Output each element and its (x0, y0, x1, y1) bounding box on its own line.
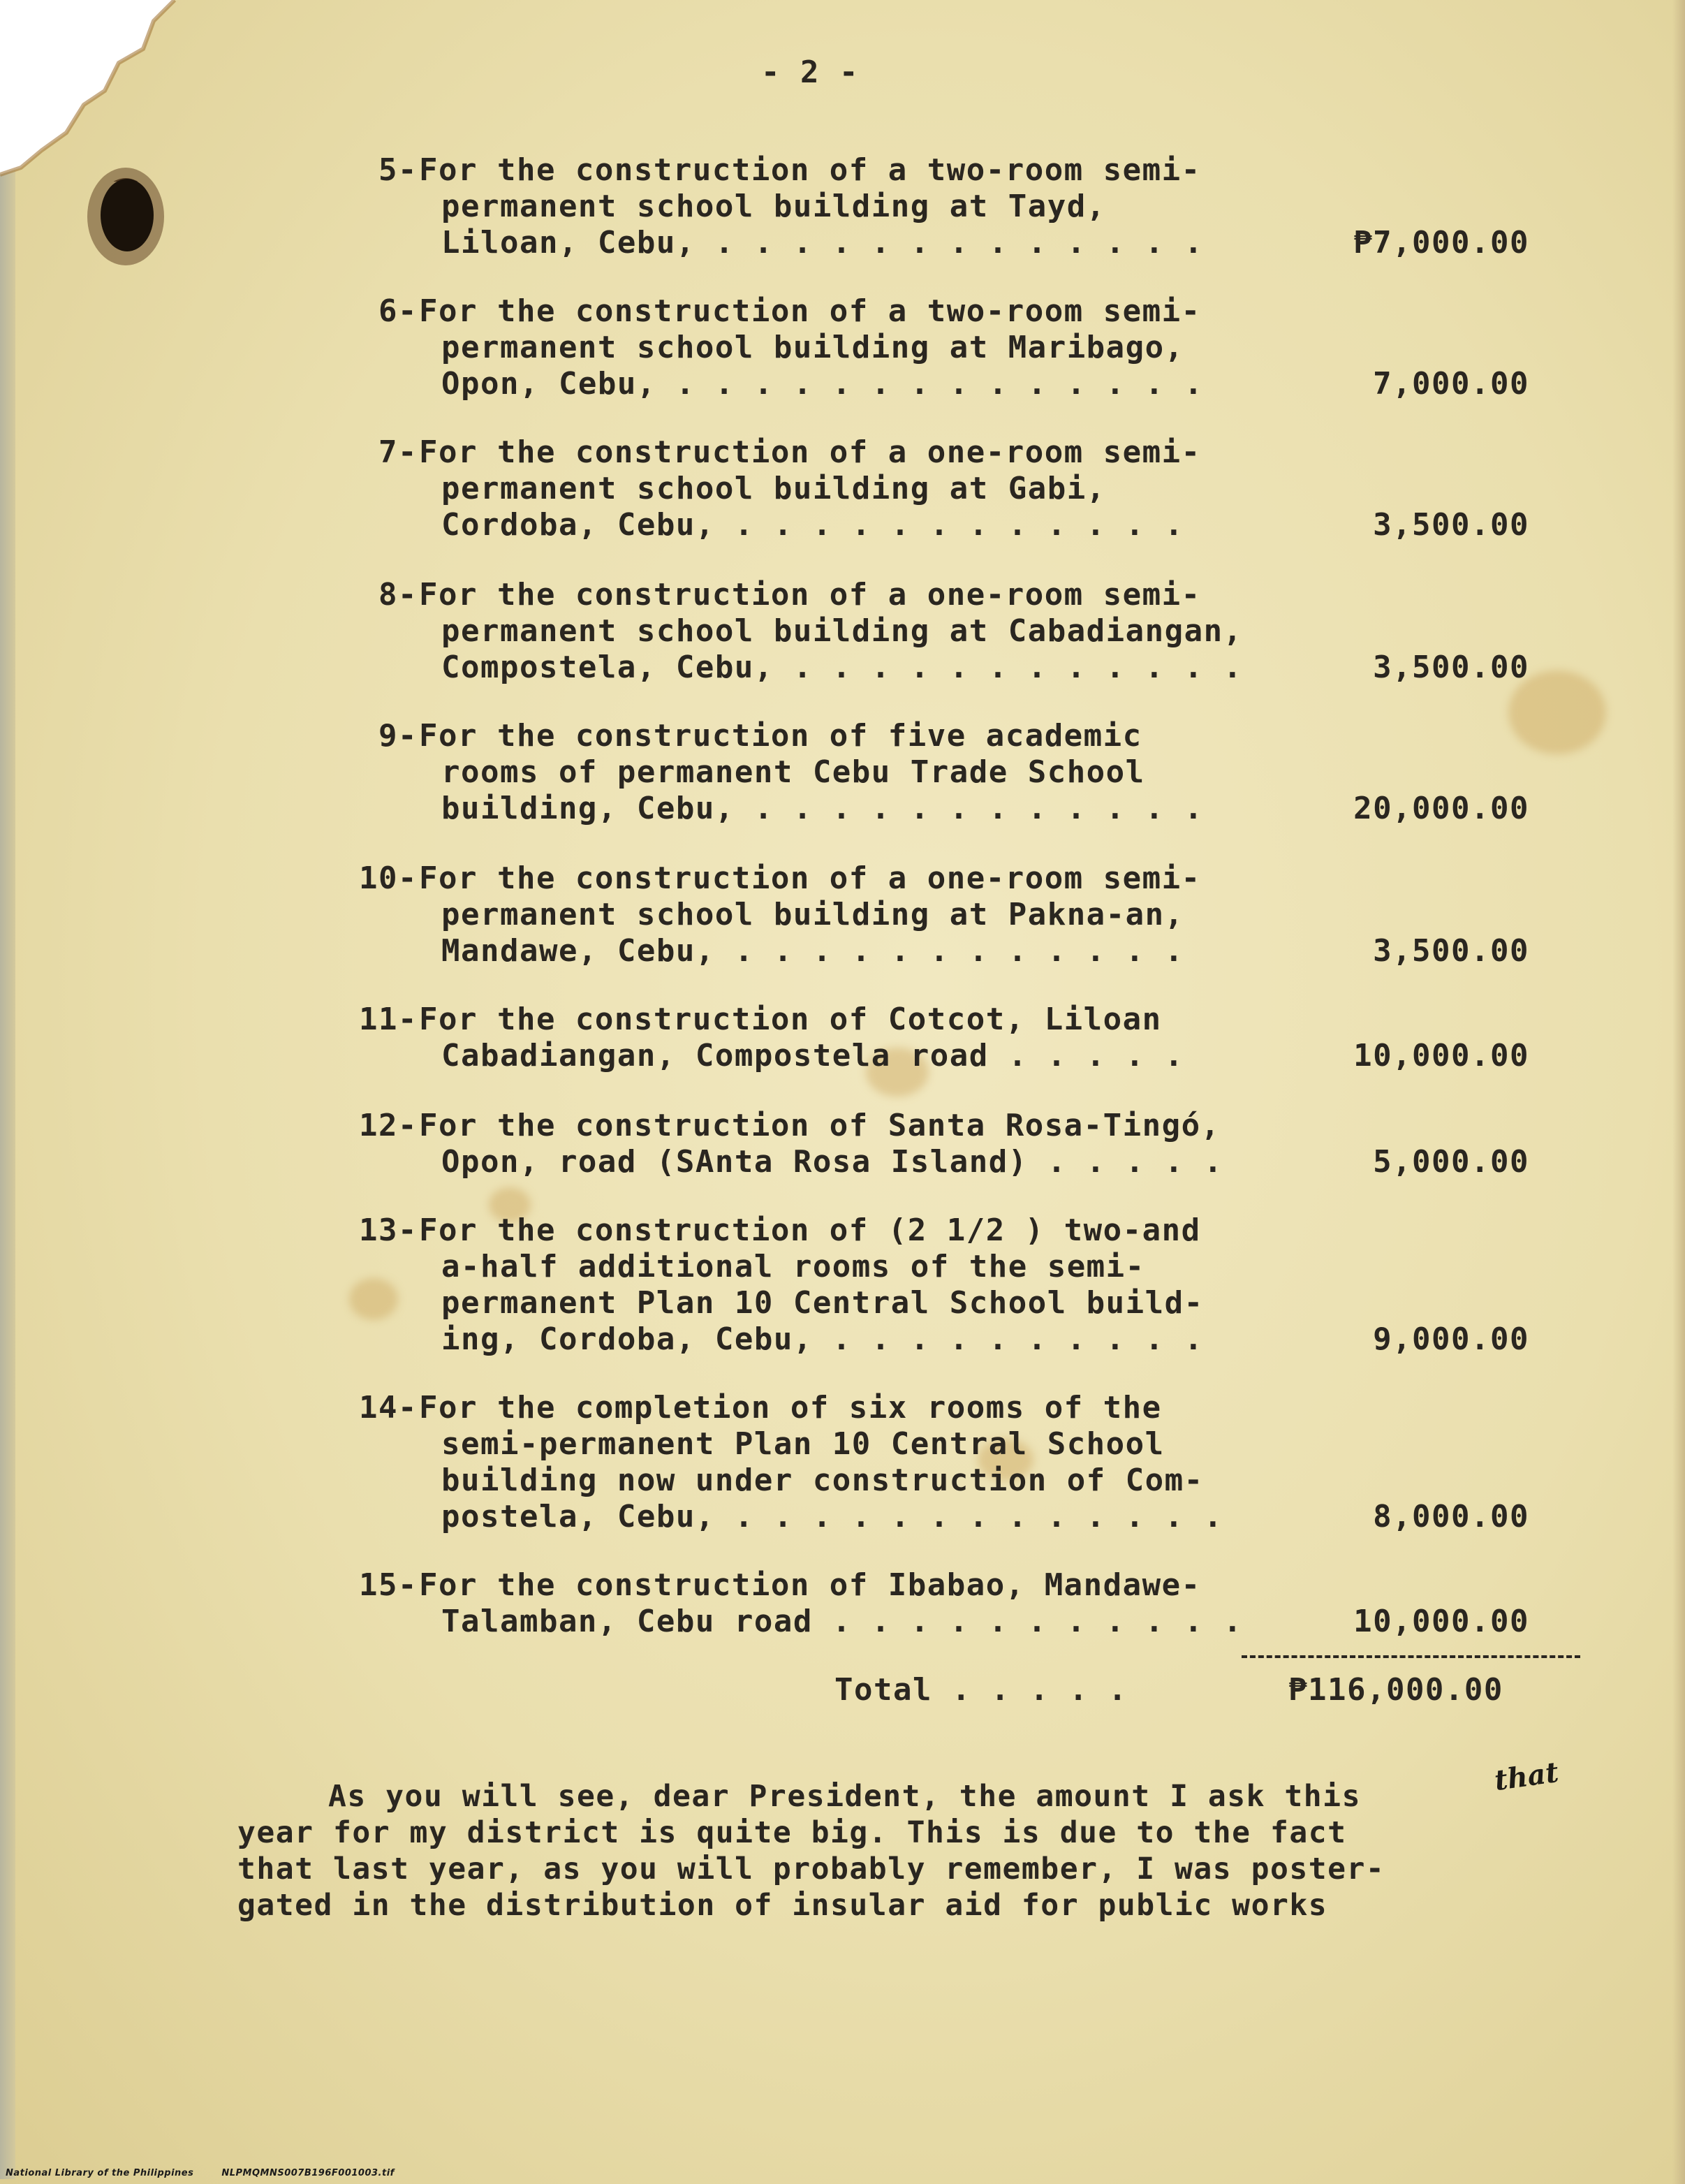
list-item (328, 1002, 1529, 1074)
page-edge-right (1672, 0, 1685, 2184)
list-item (328, 718, 1529, 827)
item-description-line: Opon, road (SAnta Rosa Island) . . . . . (441, 1144, 1223, 1180)
list-item (328, 152, 1529, 261)
list-item (328, 860, 1529, 969)
item-number: 11- (359, 1002, 418, 1037)
item-description-line: Compostela, Cebu, . . . . . . . . . . . . (441, 650, 1243, 685)
item-description-line: rooms of permanent Cebu Trade School (441, 754, 1145, 790)
item-number: 8- (378, 577, 418, 613)
item-description-line: Mandawe, Cebu, . . . . . . . . . . . . (441, 933, 1184, 969)
item-amount: 7,000.00 (1373, 366, 1529, 402)
list-item (328, 577, 1529, 686)
item-number: 6- (378, 293, 418, 329)
paragraph-line: gated in the distribution of insular aid for public works (237, 1888, 1328, 1923)
item-description-line: Talamban, Cebu road . . . . . . . . . . . (441, 1604, 1243, 1639)
item-amount: 10,000.00 (1353, 1038, 1529, 1073)
handwritten-note: that (1492, 1755, 1561, 1798)
item-amount: 9,000.00 (1373, 1321, 1529, 1357)
item-amount: 8,000.00 (1373, 1499, 1529, 1534)
item-description-line: For the construction of (2 1/2 ) two-and (419, 1212, 1201, 1248)
item-amount: 3,500.00 (1373, 650, 1529, 685)
item-number: 15- (359, 1567, 418, 1603)
page-number: - 2 - (761, 54, 859, 90)
item-description-line: semi-permanent Plan 10 Central School (441, 1426, 1165, 1462)
item-description-line: For the construction of Ibabao, Mandawe- (419, 1567, 1201, 1603)
item-description-line: For the construction of Santa Rosa-Tingó, (419, 1108, 1221, 1143)
item-amount: 3,500.00 (1373, 933, 1529, 969)
item-description-line: For the construction of a two-room semi- (419, 152, 1201, 188)
item-number: 13- (359, 1212, 418, 1248)
scan-footer (6, 2168, 422, 2178)
paragraph-line: that last year, as you will probably remember, I was poster- (237, 1852, 1385, 1886)
item-description-line: For the completion of six rooms of the (419, 1390, 1162, 1426)
item-description-line: postela, Cebu, . . . . . . . . . . . . . (441, 1499, 1223, 1534)
list-item (328, 1390, 1529, 1535)
list-item (328, 1567, 1529, 1640)
torn-corner-damage (0, 0, 251, 182)
item-number: 7- (378, 434, 418, 470)
item-description-line: For the construction of Cotcot, Liloan (419, 1002, 1162, 1037)
item-number: 10- (359, 860, 418, 896)
footer-file: NLPMQMNS007B196F001003.tif (221, 2168, 395, 2178)
paragraph-line: As you will see, dear President, the amount I ask this (328, 1779, 1361, 1814)
list-item (328, 434, 1529, 543)
total-rule (1242, 1655, 1580, 1658)
item-amount: ₱7,000.00 (1353, 225, 1529, 261)
item-description-line: a-half additional rooms of the semi- (441, 1249, 1145, 1284)
item-number: 5- (378, 152, 418, 188)
item-description-line: permanent school building at Gabi, (441, 471, 1106, 506)
item-description-line: For the construction of five academic (419, 718, 1142, 754)
item-amount: 3,500.00 (1373, 507, 1529, 543)
item-description-line: For the construction of a one-room semi- (419, 577, 1201, 613)
item-description-line: Opon, Cebu, . . . . . . . . . . . . . . (441, 366, 1204, 402)
paragraph-line: year for my district is quite big. This is due to the fact (237, 1815, 1347, 1850)
list-item (328, 1212, 1529, 1358)
item-description-line: Cabadiangan, Compostela road . . . . . (441, 1038, 1184, 1073)
item-description-line: ing, Cordoba, Cebu, . . . . . . . . . . (441, 1321, 1204, 1357)
footer-library: National Library of the Philippines (6, 2168, 194, 2178)
item-description-line: permanent Plan 10 Central School build- (441, 1285, 1204, 1321)
item-description-line: permanent school building at Pakna-an, (441, 897, 1184, 932)
item-number: 9- (378, 718, 418, 754)
list-item (328, 1108, 1529, 1180)
item-description-line: permanent school building at Cabadiangan, (441, 613, 1243, 649)
item-description-line: For the construction of a two-room semi- (419, 293, 1201, 329)
total-amount: ₱116,000.00 (1288, 1672, 1503, 1708)
item-description-line: permanent school building at Maribago, (441, 330, 1184, 365)
item-description-line: building, Cebu, . . . . . . . . . . . . (441, 791, 1204, 826)
item-description-line: building now under construction of Com- (441, 1463, 1204, 1498)
total-label: Total . . . . . (834, 1672, 1128, 1708)
item-number: 12- (359, 1108, 418, 1143)
item-amount: 5,000.00 (1373, 1144, 1529, 1180)
burn-hole (77, 161, 175, 272)
item-description-line: Cordoba, Cebu, . . . . . . . . . . . . (441, 507, 1184, 543)
item-description-line: permanent school building at Tayd, (441, 189, 1106, 224)
item-description-line: Liloan, Cebu, . . . . . . . . . . . . . (441, 225, 1204, 261)
item-amount: 10,000.00 (1353, 1604, 1529, 1639)
list-item (328, 293, 1529, 402)
item-number: 14- (359, 1390, 418, 1426)
page-edge-left (0, 140, 15, 2179)
item-description-line: For the construction of a one-room semi- (419, 434, 1201, 470)
item-amount: 20,000.00 (1353, 791, 1529, 826)
item-description-line: For the construction of a one-room semi- (419, 860, 1201, 896)
